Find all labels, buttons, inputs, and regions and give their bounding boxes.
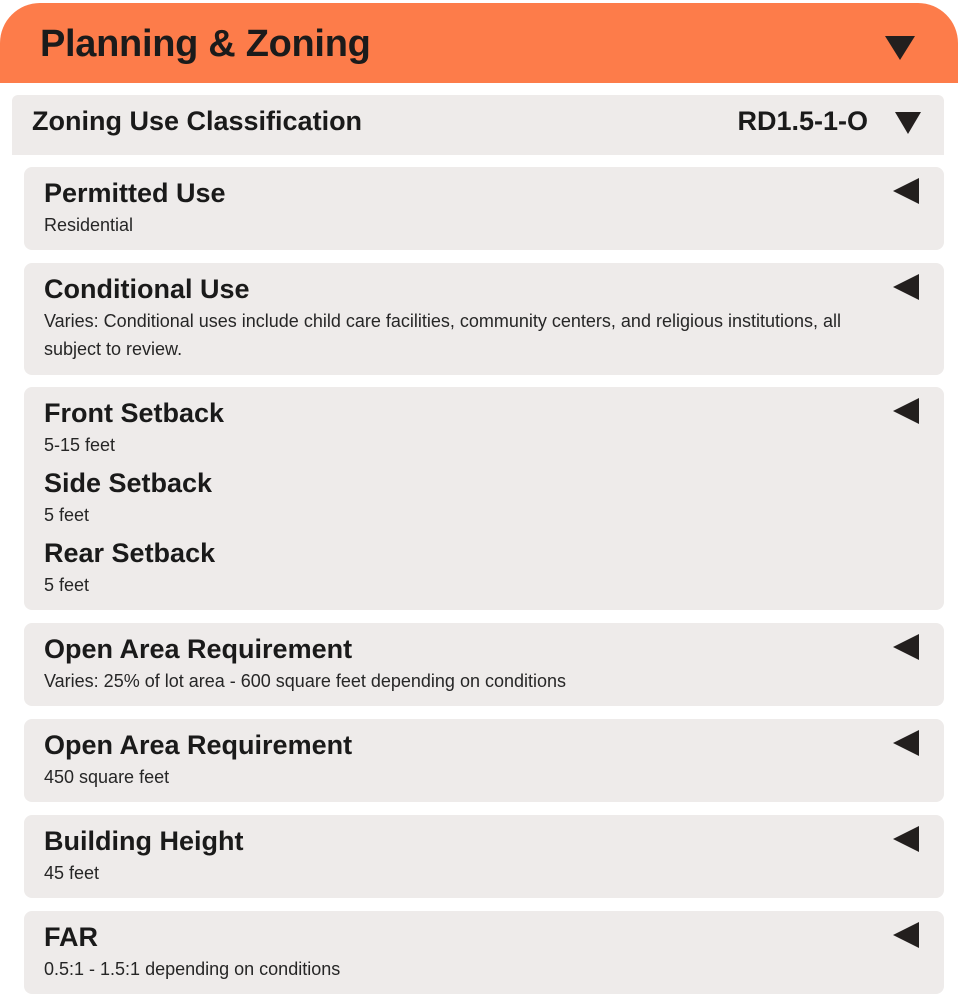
card-value-front-setback: 5-15 feet [44, 435, 116, 455]
card-value-rear-setback: 5 feet [44, 575, 90, 595]
card-setbacks[interactable] [24, 387, 944, 610]
card-conditional-use[interactable] [24, 263, 944, 375]
card-title: Building Height [44, 826, 244, 856]
caret-left-icon[interactable] [892, 177, 920, 205]
panel-title: Planning & Zoning [40, 23, 371, 65]
caret-left-icon[interactable] [892, 273, 920, 301]
card-title-side-setback: Side Setback [44, 468, 213, 498]
card-title: Permitted Use [44, 178, 226, 208]
caret-down-icon[interactable] [884, 35, 916, 61]
card-title: Open Area Requirement [44, 730, 353, 760]
section-title: Zoning Use Classification [32, 106, 363, 136]
card-title-front-setback: Front Setback [44, 398, 225, 428]
zoning-code: RD1.5-1-O [737, 106, 868, 136]
panel-header [0, 3, 958, 83]
card-open-area-requirement-2[interactable] [24, 719, 944, 802]
card-value: 45 feet [44, 863, 100, 883]
card-open-area-requirement[interactable] [24, 623, 944, 706]
card-title-rear-setback: Rear Setback [44, 538, 216, 568]
card-value-side-setback: 5 feet [44, 505, 90, 525]
caret-left-icon[interactable] [892, 729, 920, 757]
caret-left-icon[interactable] [892, 633, 920, 661]
card-value: Residential [44, 215, 134, 235]
zoning-use-classification-row[interactable] [12, 95, 944, 155]
caret-left-icon[interactable] [892, 825, 920, 853]
card-value: 0.5:1 - 1.5:1 depending on conditions [44, 959, 341, 979]
card-title: Open Area Requirement [44, 634, 353, 664]
card-value: Varies: Conditional uses include child care facilities, community centers, and religious institutions, all subject to review. [44, 311, 842, 359]
card-building-height[interactable] [24, 815, 944, 898]
card-far[interactable] [24, 911, 944, 994]
card-title: FAR [44, 922, 98, 952]
card-permitted-use[interactable] [24, 167, 944, 250]
caret-left-icon[interactable] [892, 397, 920, 425]
card-value: 450 square feet [44, 767, 170, 787]
caret-down-icon[interactable] [894, 111, 922, 135]
card-title: Conditional Use [44, 274, 250, 304]
card-value: Varies: 25% of lot area - 600 square feet depending on conditions [44, 671, 567, 691]
caret-left-icon[interactable] [892, 921, 920, 949]
